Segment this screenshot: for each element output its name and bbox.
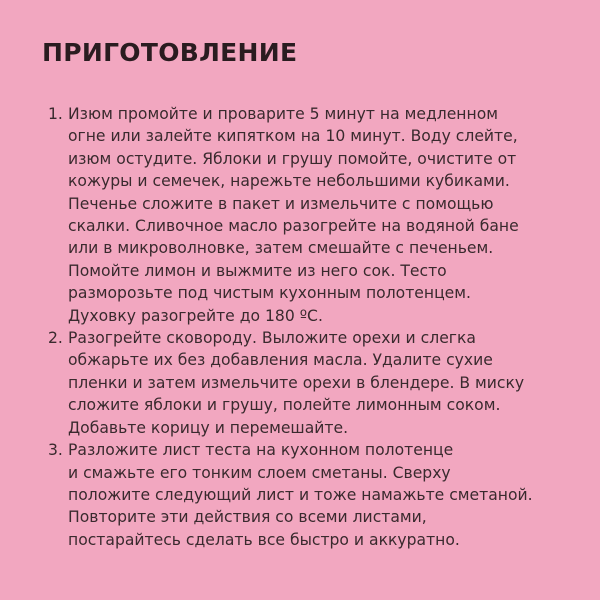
step-text: Изюм промойте и проварите 5 минут на медленном огне или залейте кипятком на 10 минут. Воду слейте, изюм остудите. Яблоки и грушу помойте, очистите от кожуры и семечек, нарежьте небольшими кубиками. Печенье сложите в пакет и измельчите с помощью скалки. Сливочное масло разогрейте на водяной бане или в микроволновке, затем смешайте с печеньем. Помойте лимон и выжмите из него сок. Тесто разморозьте под чистым кухонным полотенцем. Духовку разогрейте до 180 ºС. [68, 105, 519, 325]
step-number: 2. [48, 329, 63, 348]
step-item-2 [48, 327, 568, 439]
step-item-3 [48, 439, 568, 551]
step-number: 1. [48, 105, 63, 123]
page-title: ПРИГОТОВЛЕНИЕ [42, 38, 298, 67]
step-text: Разложите лист теста на кухонном полотенце и смажьте его тонким слоем сметаны. Сверху положите следующий лист и тоже намажьте сметаной. Повторите эти действия со всеми листами, постарайтесь сделать все быстро и аккуратно. [68, 441, 533, 549]
step-item-1 [48, 103, 568, 327]
step-number: 3. [48, 441, 63, 460]
steps-list [48, 103, 568, 551]
step-text: Разогрейте сковороду. Выложите орехи и слегка обжарьте их без добавления масла. Удалите сухие пленки и затем измельчите орехи в блендере. В миску сложите яблоки и грушу, полейте лимонным соком. Добавьте корицу и перемешайте. [68, 329, 525, 437]
